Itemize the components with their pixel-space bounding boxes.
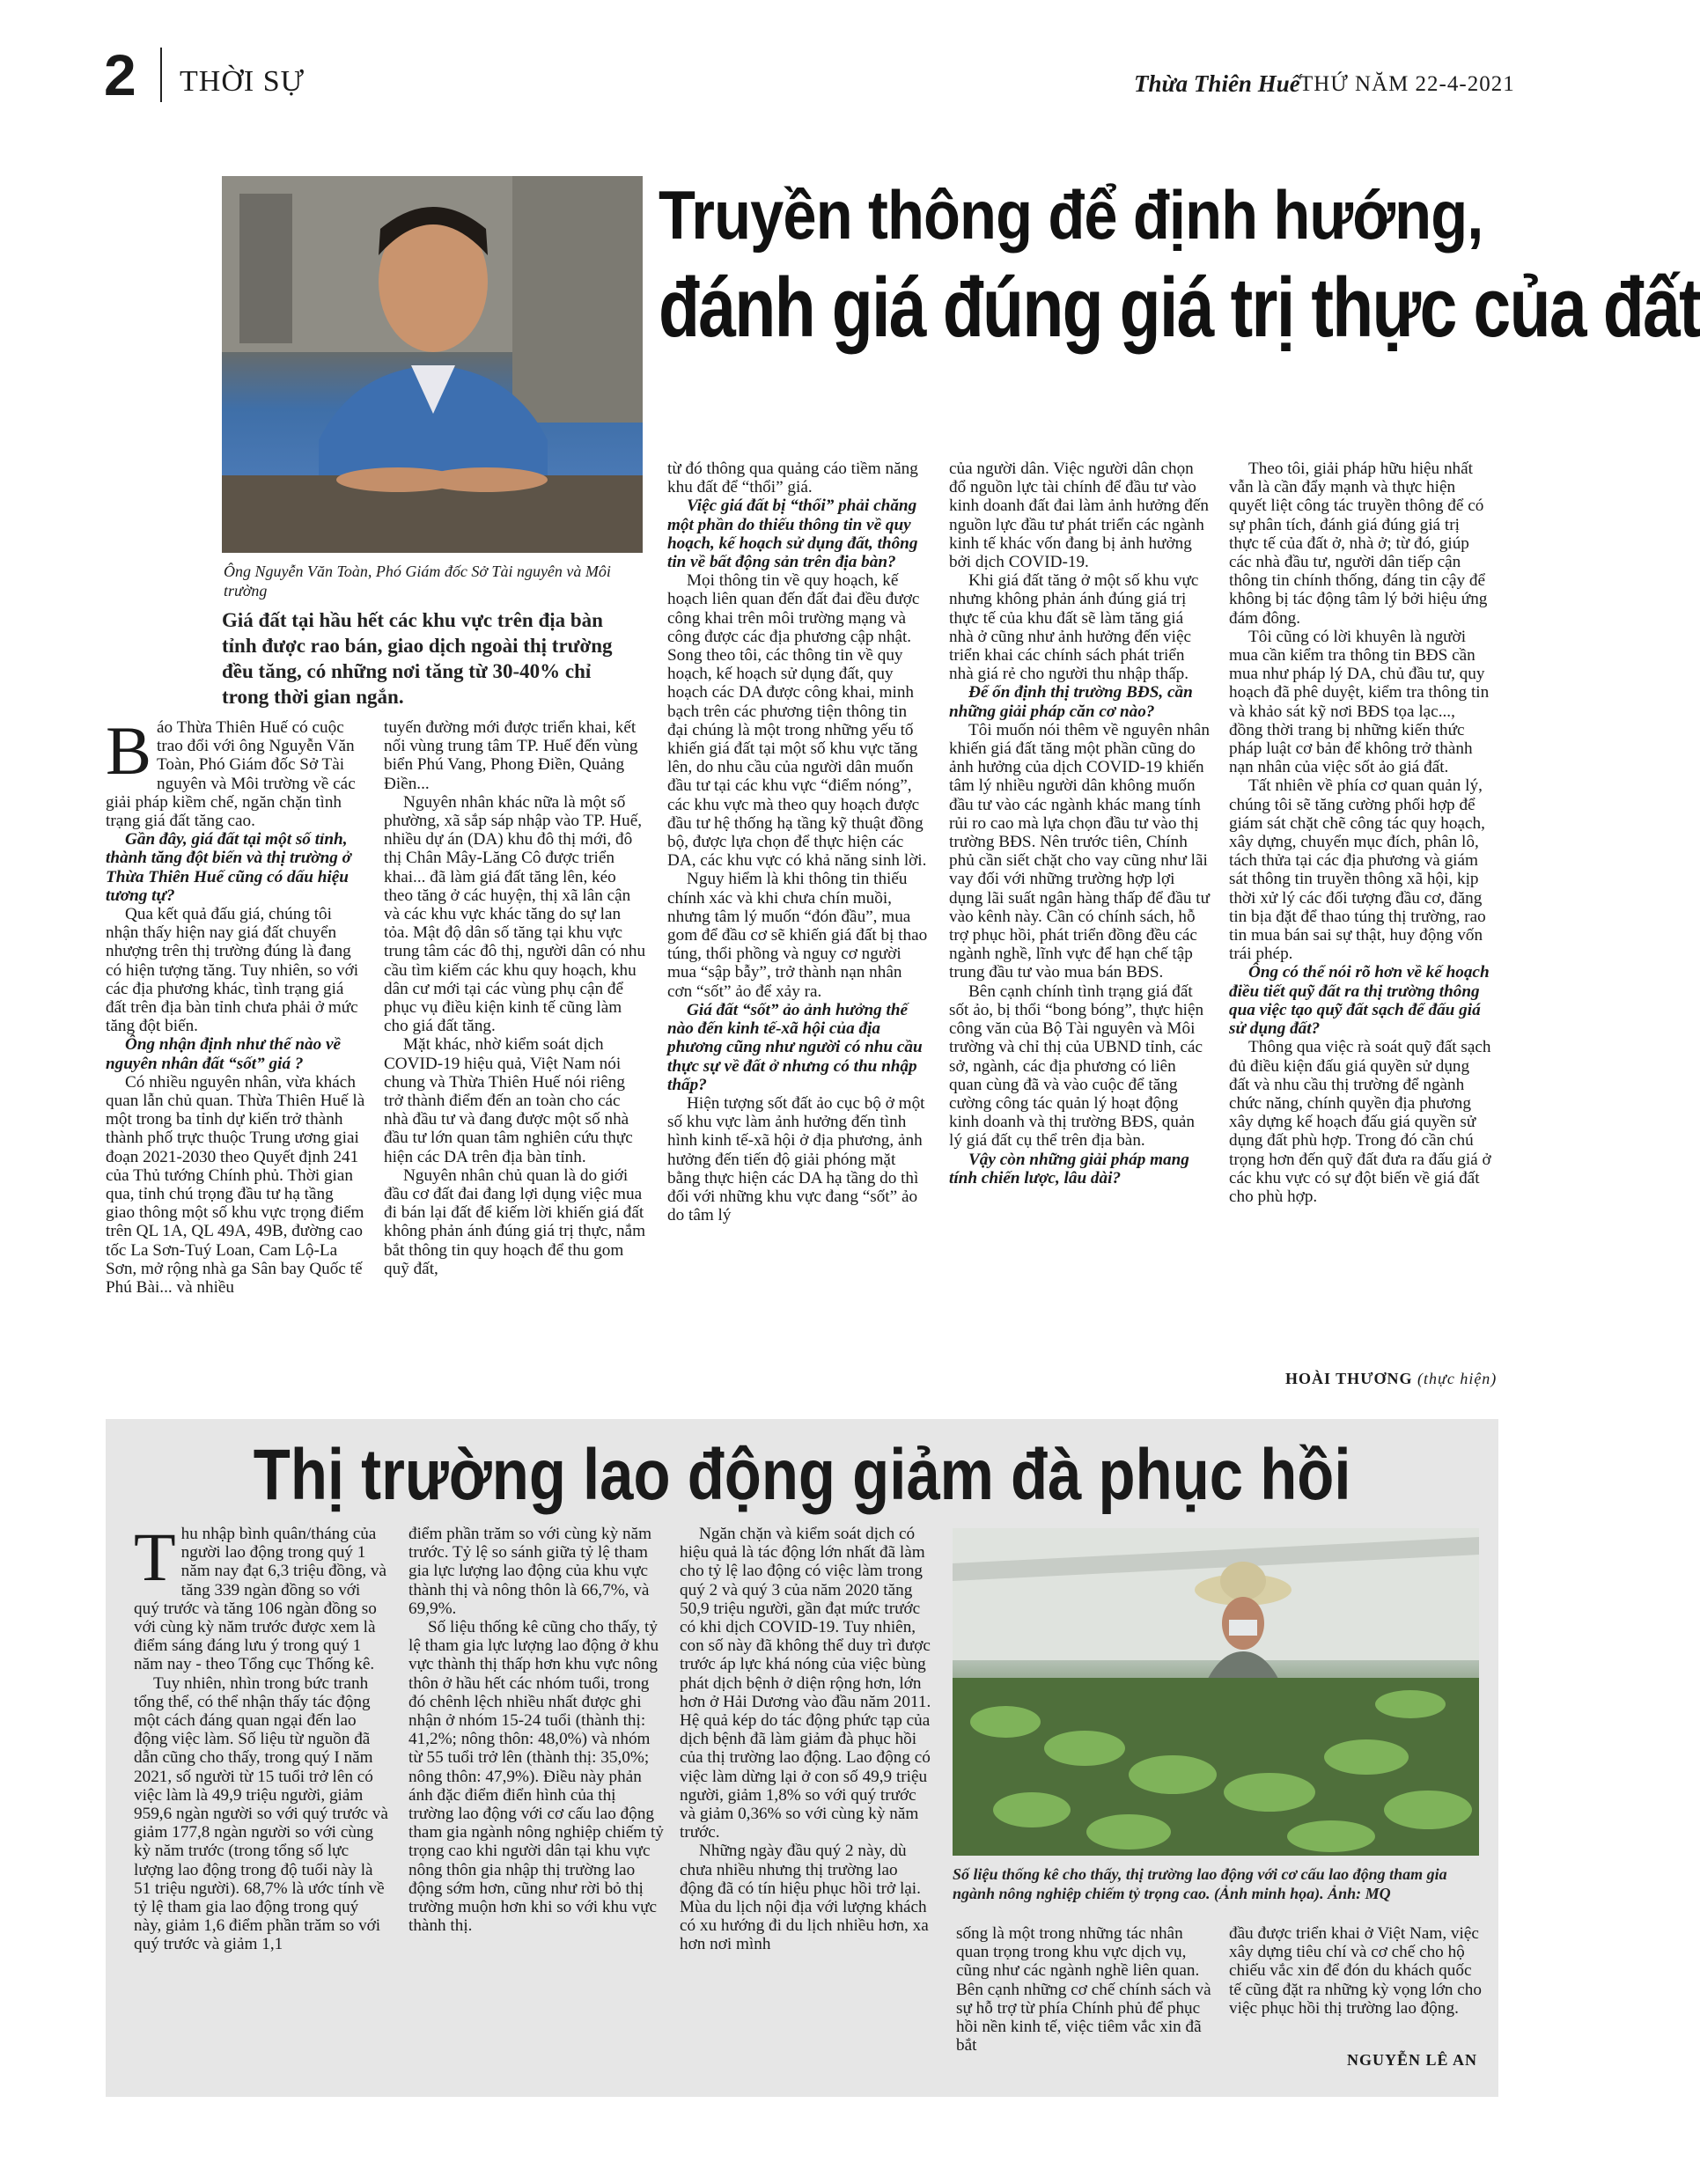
headline-line-2: đánh giá đúng giá trị thực của đất bbox=[659, 261, 1700, 355]
paragraph: Qua kết quả đấu giá, chúng tôi nhận thấy hiện nay giá đất chuyển nhượng trên thị trường đúng là đang có hiện tượng tăng. Tuy nhiên, so với các địa phương khác, tình trạng giá đất trên địa bàn tỉnh chưa phải ở mức tăng đột biến. bbox=[106, 905, 359, 1036]
paragraph: Nguyên nhân khác nữa là một số phường, xã sắp sáp nhập vào TP. Huế, nhiều dự án (DA) khu đô thị mới, đô thị Chân Mây-Lăng Cô được triển khai... đã làm giá đất tăng lên, kéo theo tăng ở các huyện, thị xã lân cận và các khu vực khác tăng do sự lan tỏa. Mật độ dân số tăng tại khu vực trung tâm các đô thị, người dân có nhu cầu tìm kiếm các khu quy hoạch, khu dân cư mới tại các vùng phụ cận để phục vụ điều kiện kinh tế cũng làm cho giá đất tăng. bbox=[384, 792, 646, 1036]
article-headline-2: Thị trường lao động giảm đà phục hồi bbox=[253, 1435, 1351, 1515]
paragraph: Có nhiều nguyên nhân, vừa khách quan lẫn chủ quan. Thừa Thiên Huế là một trong ba tỉnh dự kiến trở thành thành phố trực thuộc Trung ương giai đoạn 2021-2030 theo Quyết định 241 của Thủ tướng Chính phủ. Thời gian qua, tỉnh chú trọng đầu tư hạ tầng giao thông một số khu vực trọng điểm trên QL 1A, QL 49A, 49B, đường cao tốc La Sơn-Tuý Loan, Cam Lộ-La Sơn, mở rộng nhà ga Sân bay Quốc tế Phú Bài... và nhiều bbox=[106, 1072, 365, 1298]
farm-photo-illustration bbox=[953, 1528, 1479, 1856]
interview-photo-illustration bbox=[222, 176, 643, 553]
interview-photo bbox=[222, 176, 643, 553]
article-column-1 bbox=[106, 712, 366, 1298]
paragraph: Tôi muốn nói thêm về nguyên nhân khiến giá đất tăng một phần cũng do ảnh hưởng của dịch COVID-19 khiến tâm lý nhiều người dân không muốn đầu tư vào các ngành khác mang tính rủi ro cao mà lựa chọn đầu tư vào thị trường BĐS. Nên trước tiên, Chính phủ cần siết chặt cho vay cũng như lãi vay đối với những trường hợp lợi dụng lãi suất ngân hàng thấp để đầu tư vào kênh này. Cần có chính sách, hỗ trợ phục hồi, phát triển đồng đều các ngành nghề, lĩnh vực để hạn chế tập trung đầu tư vào mua bán BĐS. bbox=[949, 720, 1211, 982]
article-column-2 bbox=[384, 718, 648, 1278]
paragraph: Báo Thừa Thiên Huế có cuộc trao đổi với ông Nguyễn Văn Toàn, Phó Giám đốc Sở Tài nguyên và Môi trường về các giải pháp kiềm chế, ngăn chặn tình trạng giá đất tăng cao. bbox=[106, 712, 356, 831]
article2-column-4 bbox=[956, 1924, 1211, 2055]
section-title: THỜI SỰ bbox=[180, 65, 305, 98]
paragraph: điểm phần trăm so với cùng kỳ năm trước. Tỷ lệ so sánh giữa tỷ lệ tham gia lực lượng lao động của khu vực thành thị và nông thôn là 66,7%, và 69,9%. bbox=[408, 1525, 652, 1618]
paragraph: Mọi thông tin về quy hoạch, kế hoạch liên quan đến đất đai đều được công khai trên môi trường mạng và công được các địa phương cập nhật. Song theo tôi, các thông tin về quy hoạch, kế hoạch sử dụng đất, quy hoạch các DA được công khai, minh bạch trên các phương tiện thông tin đại chúng là một trong những yếu tố khiến giá đất tại một số khu vực tăng lên, do nhu cầu của người dân muốn đầu tư tại các khu vực “điểm nóng”, các khu vực mà theo quy hoạch được đầu tư hệ thống hạ tầng kỹ thuật đồng bộ, được lựa chọn để thực hiện các DA, các khu vực có khả năng sinh lời. bbox=[667, 571, 927, 871]
article2-column-1 bbox=[134, 1519, 389, 1954]
paragraph: Hiện tượng sốt đất ảo cục bộ ở một số khu vực làm ảnh hưởng đến tình hình kinh tế-xã hội ở địa phương, ảnh hưởng đến tiến độ giải phóng mặt bằng thực hiện các DA hạ tầng do thì đối với những khu vực đang “sốt” ảo do tâm lý bbox=[667, 1093, 925, 1225]
paragraph: Nguy hiểm là khi thông tin thiếu chính xác và khi chưa chín muồi, nhưng tâm lý muốn “đón đầu”, mua gom để đầu cơ sẽ khiến giá đất bị thao túng, thổi phồng và nguy cơ người mua “sập bẫy”, trở thành nạn nhân cơn “sốt” ảo để xảy ra. bbox=[667, 870, 928, 1001]
paragraph: Nguyên nhân chủ quan là do giới đầu cơ đất đai đang lợi dụng việc mua đi bán lại đất để kiếm lời khiến giá đất không phản ánh đúng giá trị thực, nắm bắt thông tin quy hoạch để thu gom quỹ đất, bbox=[384, 1166, 646, 1278]
paragraph: Số liệu thống kê cũng cho thấy, tỷ lệ tham gia lực lượng lao động ở khu vực thành thị thấp hơn khu vực nông thôn ở hầu hết các nhóm tuổi, trong đó chênh lệch nhiều nhất được ghi nhận ở nhóm 15-24 tuổi (thành thị: 41,2%; nông thôn: 48,0%) và nhóm từ 55 tuổi trở lên (thành thị: 35,0%; nông thôn: 47,9%). Điều này phản ánh đặc điểm điển hình của thị trường lao động với cơ cấu lao động tham gia ngành nông nghiệp chiếm tỷ trọng cao khi người dân tại khu vực nông thôn gia nhập thị trường lao động sớm hơn, cũng như rời bỏ thị trường muộn hơn khi so với khu vực thành thị. bbox=[408, 1618, 664, 1936]
photo-caption: Ông Nguyễn Văn Toàn, Phó Giám đốc Sở Tài nguyên và Môi trường bbox=[224, 563, 611, 599]
article2-column-3 bbox=[680, 1525, 935, 1954]
issue-date: THỨ NĂM 22-4-2021 bbox=[1299, 72, 1515, 96]
drop-cap: T bbox=[134, 1519, 176, 1595]
paragraph: Những ngày đầu quý 2 này, dù chưa nhiều nhưng thị trường lao động đã có tín hiệu phục hồi trở lại. Mùa du lịch nội địa với lượng khách có xu hướng đi du lịch nhiều hơn, xa hơn nơi mình bbox=[680, 1842, 929, 1954]
paragraph: Thu nhập bình quân/tháng của người lao động trong quý 1 năm nay đạt 6,3 triệu đồng, và tăng 339 ngàn đồng so với quý trước và tăng 106 ngàn đồng so với cùng kỳ năm trước được xem là điểm sáng đáng lưu ý trong quý 1 năm nay - theo Tổng cục Thống kê. bbox=[134, 1519, 387, 1674]
paragraph: đầu được triển khai ở Việt Nam, việc xây dựng tiêu chí và cơ chế cho hộ chiếu vắc xin để đón du khách quốc tế cũng đặt ra những kỳ vọng lớn cho việc phục hồi thị trường lao động. bbox=[1229, 1924, 1482, 2018]
interview-question: Giá đất “sốt” ảo ảnh hưởng thế nào đến kinh tế-xã hội của địa phương cũng như người có nhu cầu thực sự về đất ở nhưng có thu nhập thấp? bbox=[667, 1000, 923, 1094]
farm-photo bbox=[953, 1528, 1479, 1856]
byline: HOÀI THƯƠNG (thực hiện) bbox=[1285, 1370, 1498, 1387]
interview-question: Ông có thể nói rõ hơn về kế hoạch điều tiết quỹ đất ra thị trường thông qua việc tạo quỹ đất sạch để đấu giá sử dụng đất? bbox=[1229, 963, 1490, 1039]
photo-caption-2: Số liệu thống kê cho thấy, thị trường lao động với cơ cấu lao động tham gia ngành nông nghiệp chiếm tỷ trọng cao. (Ảnh minh họa). Ảnh: MQ bbox=[953, 1865, 1447, 1902]
paragraph: Khi giá đất tăng ở một số khu vực nhưng không phản ánh đúng giá trị thực tế của khu đất sẽ làm tăng giá nhà ở cũng như ảnh hưởng đến việc triển khai các chính sách phát triển nhà giá rẻ cho người thu nhập thấp. bbox=[949, 571, 1199, 684]
paragraph: của người dân. Việc người dân chọn đổ nguồn lực tài chính để đầu tư vào kinh doanh đất đai làm ảnh hưởng đến nguồn lực đầu tư phát triển các ngành kinh tế khác vốn đang bị ảnh hưởng bởi dịch COVID-19. bbox=[949, 460, 1209, 572]
interview-question: Gần đây, giá đất tại một số tỉnh, thành tăng đột biến và thị trường ở Thừa Thiên Huế cũng có dấu hiệu tương tự? bbox=[106, 830, 351, 905]
article2-column-5 bbox=[1229, 1924, 1484, 2018]
article-lead: Giá đất tại hầu hết các khu vực trên địa bàn tỉnh được rao bán, giao dịch ngoài thị trường đều tăng, có những nơi tăng từ 30-40% chỉ trong thời gian ngắn. bbox=[222, 609, 613, 708]
page-number: 2 bbox=[104, 42, 136, 107]
interview-question: Việc giá đất bị “thổi” phải chăng một phần do thiếu thông tin về quy hoạch, kế hoạch sử dụng đất, thông tin về bất động sản trên địa bàn? bbox=[667, 496, 918, 572]
paragraph: Bên cạnh chính tình trạng giá đất sốt ảo, bị thổi “bong bóng”, thực hiện công văn của Bộ Tài nguyên và Môi trường và chỉ thị của UBND tỉnh, các sở, ngành, các địa phương có liên quan cùng đã và vào cuộc để tăng cường công tác quản lý hoạt động kinh doanh và thị trường BĐS, quản lý giá đất cụ thể trên địa bàn. bbox=[949, 982, 1204, 1151]
paragraph: từ đó thông qua quảng cáo tiềm năng khu đất để “thổi” giá. bbox=[667, 460, 918, 497]
article-headline bbox=[659, 176, 1700, 357]
interview-question: Để ổn định thị trường BĐS, cần những giải pháp căn cơ nào? bbox=[949, 683, 1193, 721]
byline-2: NGUYỄN LÊ AN bbox=[1347, 2051, 1478, 2069]
paragraph: Tôi cũng có lời khuyên là người mua cần kiểm tra thông tin BĐS cần mua như pháp lý DA, chủ đầu tư, quy hoạch đã phê duyệt, kiểm tra thông tin và khảo sát kỹ nơi BĐS tọa lạc..., đồng thời trang bị những kiến thức pháp luật cơ bản để không trở thành nạn nhân của việc sốt ảo giá đất. bbox=[1229, 627, 1490, 777]
paragraph: Theo tôi, giải pháp hữu hiệu nhất vẫn là cần đẩy mạnh và thực hiện quyết liệt công tác truyền thông để có sự phân tích, đánh giá đúng giá trị thực tế của đất ở, nhà ở; từ đó, giúp các nhà đầu tư, người dân tiếp cận thông tin chính thống, đáng tin cậy để không bị tác động tâm lý bởi hiệu ứng đám đông. bbox=[1229, 460, 1488, 628]
paragraph: tuyến đường mới được triển khai, kết nối vùng trung tâm TP. Huế đến vùng biển Phú Vang, Phong Điền, Quảng Điền... bbox=[384, 718, 638, 793]
interview-question: Vậy còn những giải pháp mang tính chiến lược, lâu dài? bbox=[949, 1150, 1189, 1188]
newspaper-name: Thừa Thiên Huế bbox=[1134, 70, 1300, 97]
header-divider bbox=[160, 48, 162, 102]
interview-question: Ông nhận định như thế nào về nguyên nhân đất “sốt” giá ? bbox=[106, 1035, 342, 1073]
article2-column-2 bbox=[408, 1525, 664, 1935]
article-column-4 bbox=[949, 460, 1210, 1188]
drop-cap: B bbox=[106, 712, 152, 789]
paragraph: Tất nhiên về phía cơ quan quản lý, chúng tôi sẽ tăng cường phối hợp để giám sát chặt chẽ công tác quy hoạch, xây dựng, chuyển mục đích, phân lô, tách thửa tại các địa phương và giám sát thông tin truyền thông xã hội, kịp thời xử lý các đối tượng đầu cơ, đăng tin bịa đặt để thao túng thị trường, rao tin mua bán sai sự thật, huy động vốn trái phép. bbox=[1229, 776, 1486, 964]
paragraph: Mặt khác, nhờ kiểm soát dịch COVID-19 hiệu quả, Việt Nam nói chung và Thừa Thiên Huế nói riêng trở thành điểm đến an toàn cho các nhà đầu tư và đang được một số nhà đầu tư lớn quan tâm nghiên cứu thực hiện các DA trên địa bàn tỉnh. bbox=[384, 1035, 633, 1166]
paragraph: Ngăn chặn và kiểm soát dịch có hiệu quả là tác động lớn nhất đã làm cho tỷ lệ lao động có việc làm trong quý 2 và quý 3 của năm 2020 tăng 50,9 triệu người, gần đạt mức trước có khi dịch COVID-19. Tuy nhiên, con số này đã không thể duy trì được trước áp lực khá nóng của việc bùng phát dịch bệnh ở diện rộng hơn, lớn hơn ở Hải Dương vào đầu năm 2011. Hệ quả kép do tác động phức tạp của dịch bệnh đã làm giảm đà phục hồi của thị trường lao động. Lao động có việc làm dừng lại ở con số 49,9 triệu người, giảm 1,8% so với quý trước và giảm 0,36% so với cùng kỳ năm trước. bbox=[680, 1525, 931, 1842]
paragraph: sống là một trong những tác nhân quan trọng trong khu vực dịch vụ, cũng như các ngành nghề liên quan. Bên cạnh những cơ chế chính sách và sự hỗ trợ từ phía Chính phủ để phục hồi nền kinh tế, việc tiêm vắc xin đã bắt bbox=[956, 1924, 1211, 2055]
headline-line-1: Truyền thông để định hướng, bbox=[659, 176, 1483, 254]
paragraph: Thông qua việc rà soát quỹ đất sạch đủ điều kiện đấu giá quyền sử dụng đất và nhu cầu thị trường để ngành chức năng, chính quyền địa phương xây dựng kế hoạch đấu giá quyền sử dụng đất phù hợp. Trong đó cần chú trọng hơn đến quỹ đất đưa ra đấu giá ở các khu vực có sự đột biến về giá đất cho phù hợp. bbox=[1229, 1038, 1491, 1206]
paragraph: Tuy nhiên, nhìn trong bức tranh tổng thể, có thể nhận thấy tác động một cách đáng quan ngại đến lao động việc làm. Số liệu từ nguồn đã dẫn cũng cho thấy, trong quý I năm 2021, số người từ 15 tuổi trở lên có việc làm là 49,9 triệu người, giảm 959,6 ngàn người so với quý trước và giảm 177,8 ngàn người so với cùng kỳ năm trước (trong tổng số lực lượng lao động trong độ tuổi này là 51 triệu người). 68,7% là ước tính về tỷ lệ tham gia lao động trong quý này, giảm 1,6 điểm phần trăm so với quý trước và giảm 1,1 bbox=[134, 1673, 388, 1954]
article-column-3 bbox=[667, 460, 928, 1224]
article-column-5 bbox=[1229, 460, 1493, 1206]
byline-role: (thực hiện) bbox=[1417, 1370, 1498, 1387]
